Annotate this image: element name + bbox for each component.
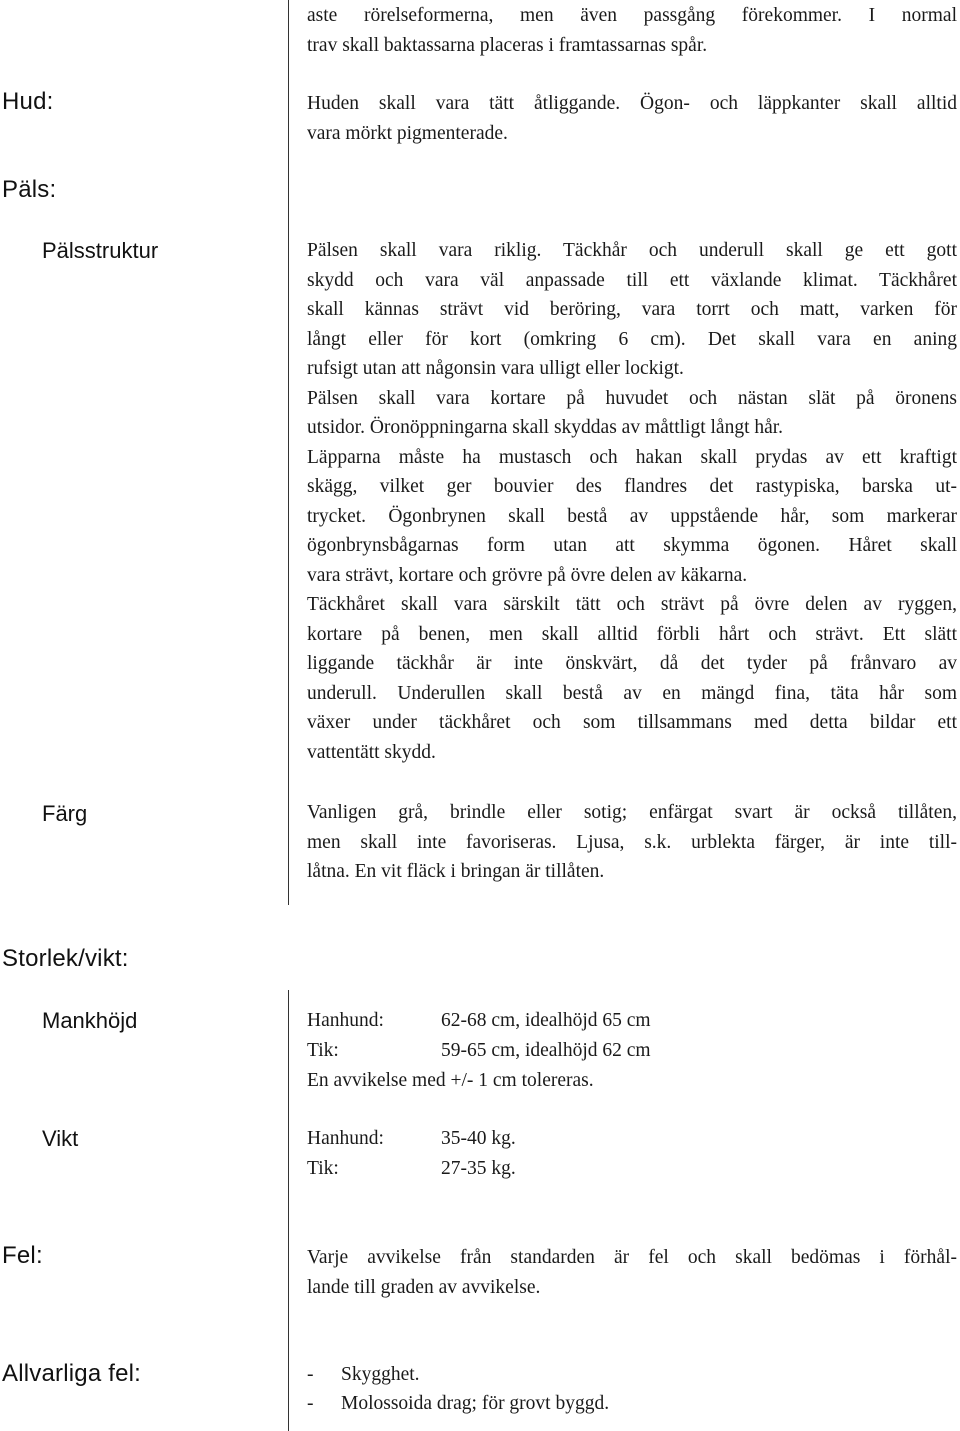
- hud-paragraph: [307, 89, 957, 148]
- mankhojd-row-tik: [307, 1036, 651, 1066]
- heading-allvarliga-fel: Allvarliga fel:: [2, 1360, 142, 1387]
- label-vikt: Vikt: [42, 1126, 79, 1151]
- palsstruktur-paragraph: [307, 236, 957, 767]
- text-line: Huden skall vara tätt åtliggande. Ögon- och läppkanter skall alltid: [307, 93, 957, 114]
- row-value: 35-40 kg.: [441, 1128, 516, 1149]
- text-line: skall kännas strävt vid beröring, vara torrt och matt, varken för: [307, 299, 957, 320]
- text-line: Läpparna måste ha mustasch och hakan skall prydas av ett kraftigt: [307, 446, 957, 468]
- item-text: Skygghet.: [341, 1364, 420, 1385]
- text-line: kortare på benen, men skall alltid förbli hårt och strävt. Ett slätt: [307, 623, 957, 645]
- label-palsstruktur: Pälsstruktur: [42, 238, 159, 263]
- mankhojd-row-hanhund: [307, 1006, 651, 1036]
- row-value: 62-68 cm, idealhöjd 65 cm: [441, 1010, 651, 1031]
- text-line: aste rörelseformerna, men även passgång förekommer. I normal: [307, 5, 957, 26]
- row-key: Tik:: [307, 1040, 339, 1061]
- row-key: Hanhund:: [307, 1010, 384, 1031]
- row-key: Hanhund:: [307, 1128, 384, 1149]
- bullet: -: [307, 1364, 314, 1385]
- farg-paragraph: [307, 798, 957, 887]
- bullet: -: [307, 1393, 314, 1414]
- item-text: Molossoida drag; för grovt byggd.: [341, 1393, 610, 1414]
- column-divider-top: [288, 0, 289, 905]
- row-value: 27-35 kg.: [441, 1158, 516, 1179]
- text-line: utsidor. Öronöppningarna skall skyddas av måttligt långt hår.: [307, 417, 784, 438]
- intro-paragraph: [307, 1, 957, 60]
- text-line: långt eller för kort (omkring 6 cm). Det skall vara en aning: [307, 328, 957, 350]
- allvarliga-item: [307, 1389, 609, 1419]
- vikt-row-tik: [307, 1154, 516, 1184]
- text-line: Varje avvikelse från standarden är fel och skall bedömas i förhål-: [307, 1247, 957, 1268]
- heading-hud: Hud:: [2, 88, 54, 115]
- heading-pals: Päls:: [2, 176, 57, 203]
- text-line: Vanligen grå, brindle eller sotig; enfärgat svart är också tillåten,: [307, 802, 957, 823]
- text-line: skydd och vara väl anpassade till ett växlande klimat. Täckhåret: [307, 269, 957, 291]
- text-line: trycket. Ögonbrynen skall bestå av uppstående hår, som markerar: [307, 505, 957, 527]
- allvarliga-item: [307, 1360, 420, 1390]
- row-key: Tik:: [307, 1158, 339, 1179]
- label-farg: Färg: [42, 801, 88, 826]
- text-line: men skall inte favoriseras. Ljusa, s.k. urblekta färger, är inte till-: [307, 831, 957, 853]
- column-divider-bottom: [288, 990, 289, 1431]
- text-line: vattentätt skydd.: [307, 741, 436, 763]
- text-line: underull. Underullen skall bestå av en mängd fina, täta hår som: [307, 682, 957, 704]
- fel-paragraph: [307, 1243, 957, 1302]
- heading-fel: Fel:: [2, 1242, 43, 1269]
- text-line: lande till graden av avvikelse.: [307, 1276, 541, 1298]
- vikt-row-hanhund: [307, 1124, 516, 1154]
- heading-storlek-vikt: Storlek/vikt:: [2, 945, 129, 972]
- text-line: växer under täckhåret och som tillsammans med detta bildar ett: [307, 712, 957, 733]
- text-line: rufsigt utan att någonsin vara ulligt eller lockigt.: [307, 358, 684, 379]
- text-line: trav skall baktassarna placeras i framtassarnas spår.: [307, 34, 708, 56]
- text-line: skägg, vilket ger bouvier des flandres det rastypiska, barska ut-: [307, 476, 957, 497]
- text-line: liggande täckhår är inte önskvärt, då det tyder på frånvaro av: [307, 653, 957, 674]
- mankhojd-note: En avvikelse med +/- 1 cm tolereras.: [307, 1070, 594, 1091]
- label-mankhojd: Mankhöjd: [42, 1008, 138, 1033]
- text-line: ögonbrynsbågarnas form utan att skymma ögonen. Håret skall: [307, 535, 957, 556]
- text-line: låtna. En vit fläck i bringan är tillåten.: [307, 861, 605, 882]
- text-line: vara strävt, kortare och grövre på övre delen av käkarna.: [307, 564, 748, 586]
- text-line: vara mörkt pigmenterade.: [307, 122, 508, 144]
- row-value: 59-65 cm, idealhöjd 62 cm: [441, 1040, 651, 1061]
- text-line: Täckhåret skall vara särskilt tätt och strävt på övre delen av ryggen,: [307, 594, 957, 615]
- text-line: Pälsen skall vara riklig. Täckhår och underull skall ge ett gott: [307, 240, 957, 261]
- text-line: Pälsen skall vara kortare på huvudet och nästan slät på öronens: [307, 387, 957, 409]
